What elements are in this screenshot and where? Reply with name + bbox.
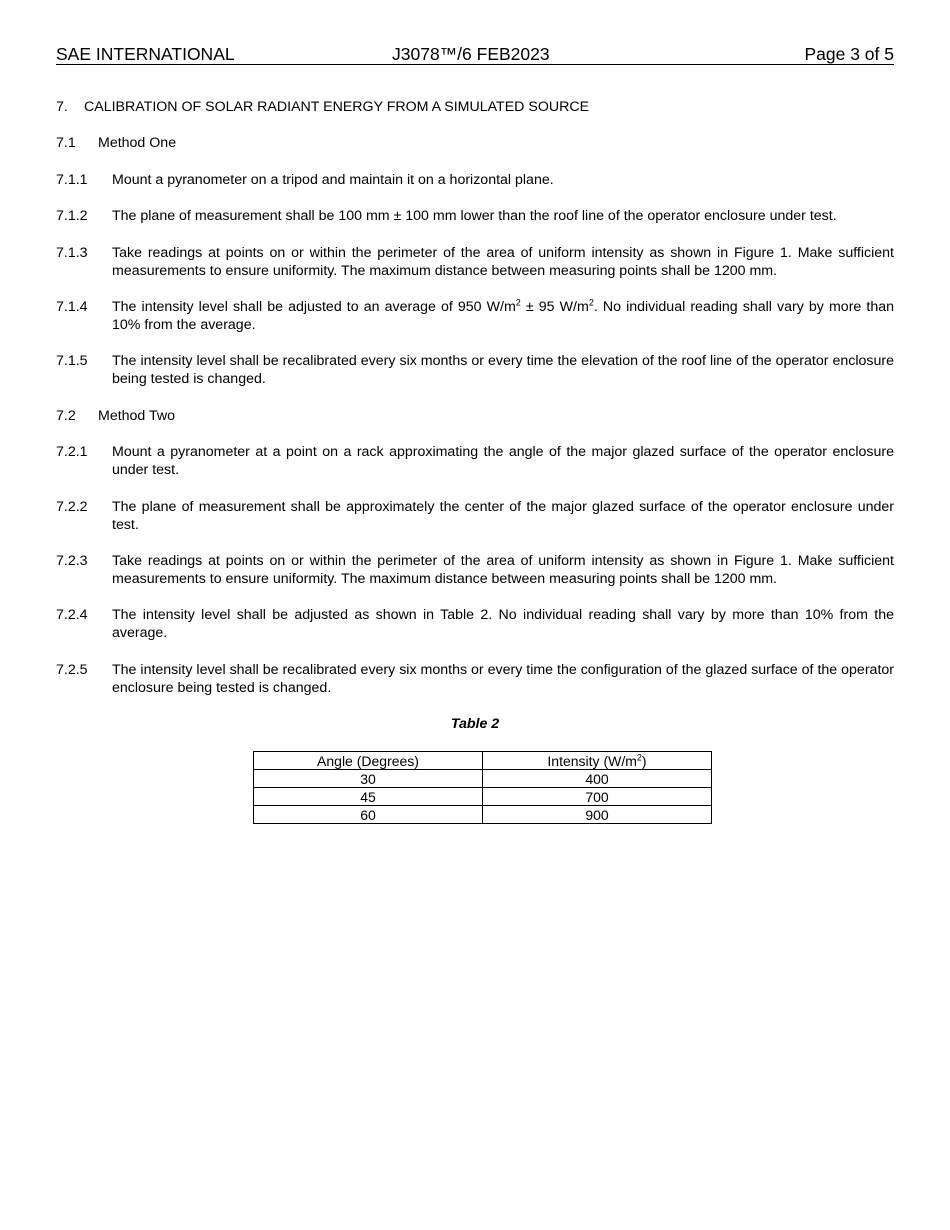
- table-cell-intensity: 400: [483, 770, 712, 788]
- clause-7-2-4: [56, 606, 894, 642]
- clause-number: 7.2.1: [56, 444, 88, 460]
- table-cell-angle: 30: [254, 770, 483, 788]
- clause-number: 7.2.2: [56, 499, 88, 515]
- section-heading: Method Two: [98, 408, 176, 424]
- clause-text: Mount a pyranometer on a tripod and maintain it on a horizontal plane.: [112, 172, 554, 188]
- clause-number: 7.1.4: [56, 299, 88, 315]
- intensity-table: [253, 751, 712, 824]
- column-header-intensity: [483, 752, 712, 770]
- section-7: [56, 98, 894, 116]
- table-cell-angle: 60: [254, 806, 483, 824]
- header-page-number: Page 3 of 5: [804, 44, 894, 64]
- clause-number: 7.2.5: [56, 662, 88, 678]
- clause-7-1-2: [56, 207, 894, 225]
- superscript: 2: [515, 297, 521, 308]
- clause-text: The plane of measurement shall be approximately the center of the major glazed surface of the operator enclosure under test.: [112, 499, 894, 533]
- section-number: 7.1: [56, 135, 76, 151]
- table-row: [254, 770, 712, 788]
- table-cell-intensity: 700: [483, 788, 712, 806]
- section-number: 7.: [56, 99, 68, 115]
- column-header-close: ): [641, 752, 647, 769]
- clause-number: 7.1.5: [56, 353, 88, 369]
- clause-text: Take readings at points on or within the perimeter of the area of uniform intensity as shown in Figure 1. Make sufficient measurements to ensure uniformity. The maximum distance between measuring points shall be 1200 mm.: [112, 245, 894, 279]
- clause-7-1-5: [56, 352, 894, 388]
- table-header-row: [254, 752, 712, 770]
- superscript: 2: [636, 751, 642, 762]
- table-row: [254, 788, 712, 806]
- clause-text: [112, 298, 894, 334]
- page-header: [56, 44, 894, 65]
- clause-7-1-4: [56, 298, 894, 334]
- clause-number: 7.1.2: [56, 208, 88, 224]
- clause-text: The intensity level shall be recalibrated every six months or every time the configuration of the glazed surface of the operator enclosure being tested is changed.: [112, 662, 894, 696]
- clause-number: 7.1.3: [56, 245, 88, 261]
- table-cell-angle: 45: [254, 788, 483, 806]
- clause-number: 7.2.3: [56, 553, 88, 569]
- header-org: SAE INTERNATIONAL: [56, 44, 235, 64]
- clause-7-2-2: [56, 498, 894, 534]
- clause-text: The plane of measurement shall be 100 mm ± 100 mm lower than the roof line of the operator enclosure under test.: [112, 208, 837, 224]
- table-row: [254, 806, 712, 824]
- clause-7-1-1: [56, 171, 894, 189]
- section-7-2: [56, 407, 894, 425]
- clause-7-2-5: [56, 661, 894, 697]
- table-cell-intensity: 900: [483, 806, 712, 824]
- clause-text-part: ± 95 W/m: [520, 299, 589, 315]
- superscript: 2: [588, 297, 594, 308]
- table-caption: Table 2: [450, 716, 500, 732]
- clause-number: 7.2.4: [56, 607, 88, 623]
- clause-text: The intensity level shall be recalibrated every six months or every time the elevation of the roof line of the operator enclosure being tested is changed.: [112, 353, 894, 387]
- clause-7-1-3: [56, 244, 894, 280]
- section-7-1: [56, 134, 894, 152]
- clause-text: Take readings at points on or within the perimeter of the area of uniform intensity as shown in Figure 1. Make sufficient measurements to ensure uniformity. The maximum distance between measuring points shall be 1200 mm.: [112, 553, 894, 587]
- header-doc-id: J3078™/6 FEB2023: [392, 44, 550, 64]
- section-heading: CALIBRATION OF SOLAR RADIANT ENERGY FROM A SIMULATED SOURCE: [84, 99, 590, 115]
- section-number: 7.2: [56, 408, 76, 424]
- clause-number: 7.1.1: [56, 172, 88, 188]
- column-header-text: Intensity (W/m: [547, 752, 637, 769]
- clause-7-2-1: [56, 443, 894, 479]
- clause-text-part: . No individual reading shall vary by more than 10% from the average.: [112, 299, 895, 333]
- clause-text-part: The intensity level shall be adjusted to an average of 950 W/m: [112, 299, 516, 315]
- section-heading: Method One: [98, 135, 177, 151]
- clause-text: The intensity level shall be adjusted as shown in Table 2. No individual reading shall vary by more than 10% from the average.: [112, 607, 894, 641]
- clause-7-2-3: [56, 552, 894, 588]
- clause-text: Mount a pyranometer at a point on a rack approximating the angle of the major glazed surface of the operator enclosure under test.: [112, 444, 894, 478]
- column-header-angle: Angle (Degrees): [254, 752, 483, 770]
